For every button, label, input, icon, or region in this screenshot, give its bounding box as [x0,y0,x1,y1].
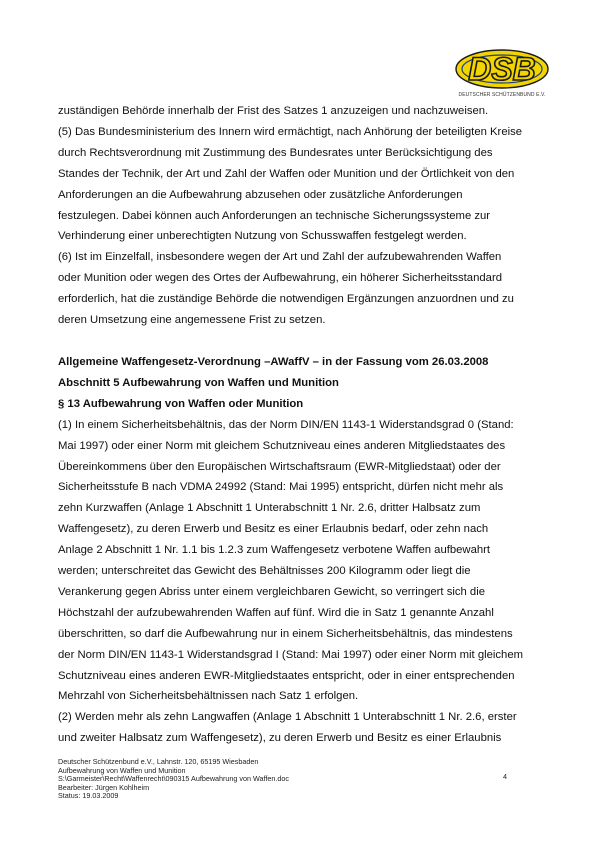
heading-section-13: § 13 Aufbewahrung von Waffen oder Munition [58,397,304,410]
dsb-logo-graphic [452,44,552,92]
paragraph-13-2: (2) Werden mehr als zehn Langwaffen (Anlage 1 Abschnitt 1 Unterabschnitt 1 Nr. 2.6, erster und zweiter Halbsatz zum Waffengesetz), zu deren Erwerb und Besitz es einer Erlaubnis [58,711,517,745]
footer-file-path: S:\Garmeister\Recht\Waffenrecht\090315 Aufbewahrung von Waffen.doc [58,774,289,784]
page-number: 4 [503,772,507,781]
logo-caption: DEUTSCHER SCHÜTZENBUND E.V. [458,92,546,98]
footer-editor: Bearbeiter: Jürgen Kohlheim [58,782,150,792]
footer-document-title: Aufbewahrung von Waffen und Munition [58,765,186,775]
footer-organization: Deutscher Schützenbund e.V., Lahnstr. 120, 65195 Wiesbaden [58,757,259,766]
page-footer [58,758,538,801]
logo-letters: DSB [468,51,536,87]
dsb-logo [452,44,552,100]
document-body [58,101,552,749]
heading-awaffv: Allgemeine Waffengesetz-Verordnung –AWaffV – in der Fassung vom 26.03.2008 [58,355,489,368]
paragraph-6: (6) Ist im Einzelfall, insbesondere wegen der Art und Zahl der aufzubewahrenden Waffen oder Munition oder wegen des Ortes der Aufbewahrung, ein höherer Sicherheitsstandard erforderlich, hat die zuständige Behörde die notwendigen Ergänzungen anzuordnen und zu deren Umsetzung eine angemessene Frist zu setzen. [58,251,514,327]
heading-abschnitt-5: Abschnitt 5 Aufbewahrung von Waffen und Munition [58,376,339,389]
paragraph-13-1: (1) In einem Sicherheitsbehältnis, das der Norm DIN/EN 1143-1 Widerstandsgrad 0 (Stand: Mai 1997) oder einer Norm mit gleichem Schutzniveau eines anderen Mitgliedstaates des Übereinkommens über den Europäischen Wirtschaftsraum (EWR-Mitgliedstaat) oder der Sicherheitsstufe B nach VDMA 24992 (Stand: Mai 1995) entspricht, dürfen nicht mehr als zehn Kurzwaffen (Anlage 1 Abschnitt 1 Unterabschnitt 1 Nr. 2.6, dritter Halbsatz zum Waffengesetz), zu deren Erwerb und Besitz es einer Erlaubnis bedarf, oder zehn nach Anlage 2 Abschnitt 1 Nr. 1.1 bis 1.2.3 zum Waffengesetz verbotene Waffen aufbewahrt werden; unterschreitet das Gewicht des Behältnisses 200 Kilogramm oder liegt die Verankerung gegen Abriss unter einem vergleichbaren Gewicht, so verringert sich die Höchstzahl der aufzubewahrenden Waffen auf fünf. Wird die in Satz 1 genannte Anzahl überschritten, so darf die Aufbewahrung nur in einem Sicherheitsbehältnis, das mindestens der Norm DIN/EN 1143-1 Widerstandsgrad I (Stand: Mai 1997) oder einer Norm mit gleichem Schutzniveau eines anderen EWR-Mitgliedstaates entspricht, oder in einer entsprechenden Mehrzahl von Sicherheitsbehältnissen nach Satz 1 erfolgen. [58,418,524,703]
footer-status: Status: 19.03.2009 [58,791,119,801]
spacer [58,331,552,352]
paragraph-continuation: zuständigen Behörde innerhalb der Frist des Satzes 1 anzuzeigen und nachzuweisen. [58,105,489,117]
paragraph-5: (5) Das Bundesministerium des Innern wird ermächtigt, nach Anhörung der beteiligten Kreise durch Rechtsverordnung mit Zustimmung des Bundesrates unter Berücksichtigung des Standes der Technik, der Art und Zahl der Waffen oder Munition und der Örtlichkeit von den Anforderungen an die Aufbewahrung abzusehen oder zusätzliche Anforderungen festzulegen. Dabei können auch Anforderungen an technische Sicherungssysteme zur Verhinderung einer unberechtigten Nutzung von Schusswaffen festgelegt werden. [58,125,523,243]
